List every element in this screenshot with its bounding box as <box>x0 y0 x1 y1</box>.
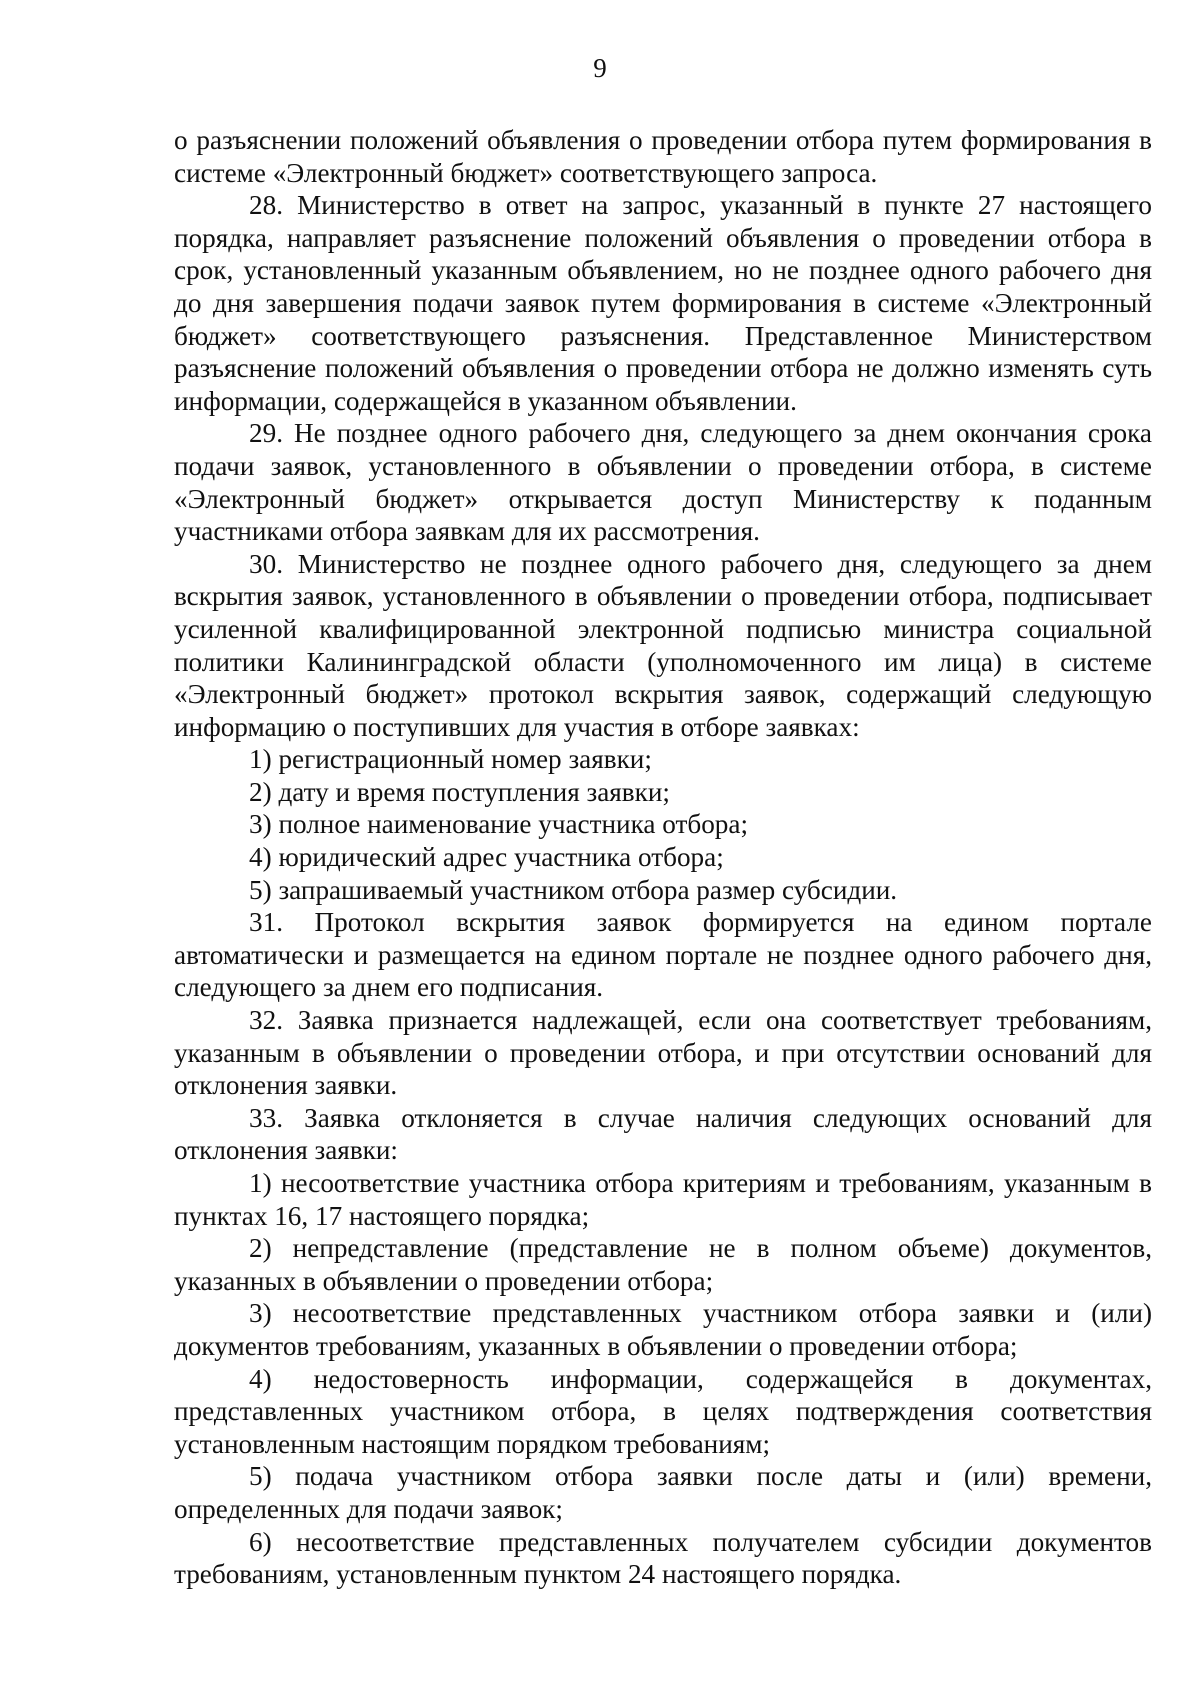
page-number: 9 <box>593 53 607 83</box>
list-item-33-4: 4) недостоверность информации, содержащейся в документах, представленных участником отбора, в целях подтверждения соответствия установленным настоящим порядком требованиям; <box>174 1363 1152 1459</box>
paragraph-continuation: о разъяснении положений объявления о проведении отбора путем формирования в системе «Электронный бюджет» соответствующего запроса. <box>174 125 1152 188</box>
list-item-33-3: 3) несоответствие представленных участником отбора заявки и (или) документов требованиям, указанных в объявлении о проведении отбора; <box>174 1298 1152 1361</box>
list-item-33-5: 5) подача участником отбора заявки после даты и (или) времени, определенных для подачи заявок; <box>174 1461 1152 1524</box>
paragraph-item-30: 30. Министерство не позднее одного рабочего дня, следующего за днем вскрытия заявок, установленного в объявлении о проведении отбора, подписывает усиленной квалифицированной электронной подписью министра социальной политики Калининградской области (уполномоченного им лица) в системе «Электронный бюджет» протокол вскрытия заявок, содержащий следующую информацию о поступивших для участия в отборе заявках: <box>174 548 1152 742</box>
list-item-33-2: 2) непредставление (представление не в полном объеме) документов, указанных в объявлении о проведении отбора; <box>174 1233 1152 1296</box>
paragraph-item-31: 31. Протокол вскрытия заявок формируется на едином портале автоматически и размещается на едином портале не позднее одного рабочего дня, следующего за днем его подписания. <box>174 907 1152 1003</box>
paragraph-item-29: 29. Не позднее одного рабочего дня, следующего за днем окончания срока подачи заявок, установленного в объявлении о проведении отбора, в системе «Электронный бюджет» открывается доступ Министерству к поданным участниками отбора заявкам для их рассмотрения. <box>174 418 1152 547</box>
paragraph-item-33: 33. Заявка отклоняется в случае наличия следующих оснований для отклонения заявки: <box>174 1102 1152 1166</box>
paragraph-item-32: 32. Заявка признается надлежащей, если она соответствует требованиям, указанным в объявлении о проведении отбора, и при отсутствии оснований для отклонения заявки. <box>174 1005 1152 1101</box>
list-item-33-1: 1) несоответствие участника отбора критериям и требованиям, указанным в пунктах 16, 17 настоящего порядка; <box>174 1168 1152 1231</box>
document-body <box>174 124 1152 1591</box>
list-item-30-5: 5) запрашиваемый участником отбора размер субсидии. <box>249 874 898 905</box>
list-item-30-4: 4) юридический адрес участника отбора; <box>249 842 724 873</box>
list-item-30-3: 3) полное наименование участника отбора; <box>249 809 749 840</box>
list-item-33-6: 6) несоответствие представленных получателем субсидии документов требованиям, установленным пунктом 24 настоящего порядка. <box>174 1526 1152 1590</box>
paragraph-item-28: 28. Министерство в ответ на запрос, указанный в пункте 27 настоящего порядка, направляет разъяснение положений объявления о проведении отбора в срок, установленный указанным объявлением, но не позднее одного рабочего дня до дня завершения подачи заявок путем формирования в системе «Электронный бюджет» соответствующего разъяснения. Представленное Министерством разъяснение положений объявления о проведении отбора не должно изменять суть информации, содержащейся в указанном объявлении. <box>174 190 1152 416</box>
list-item-30-1: 1) регистрационный номер заявки; <box>249 744 652 775</box>
list-item-30-2: 2) дату и время поступления заявки; <box>249 776 670 807</box>
